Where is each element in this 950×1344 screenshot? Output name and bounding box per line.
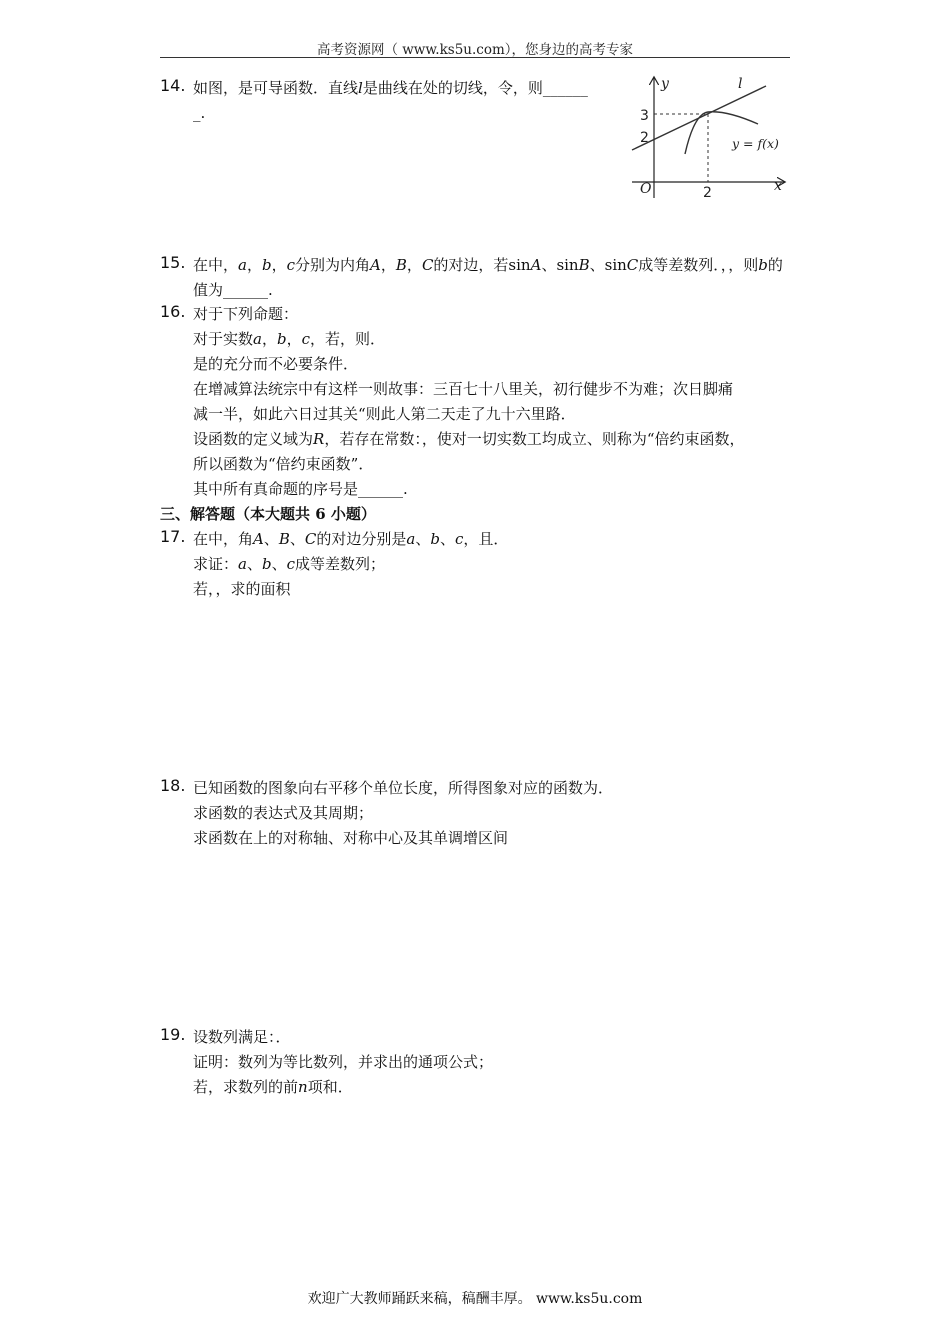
math-variable: A [370, 256, 381, 274]
text-run: ， [380, 256, 396, 274]
question-18-line-2 [193, 802, 373, 823]
text-run: 成等差数列； [295, 555, 386, 573]
q14-function-graph [628, 72, 790, 202]
question-15-number: 15. [160, 253, 186, 272]
question-16-line-3 [193, 353, 358, 374]
math-variable: b [430, 530, 440, 548]
origin-label: O [640, 181, 652, 197]
text-run: 是的充分而不必要条件． [193, 355, 359, 373]
math-variable: c [301, 330, 311, 348]
x-axis-label: x [774, 178, 782, 194]
question-16-line-6 [193, 428, 744, 449]
text-run: 在增减算法统宗中有这样一则故事：三百七十八里关，初行健步不为难；次日脚痛 [193, 380, 734, 398]
text-run: 、 [263, 530, 279, 548]
y-tick-2: 2 [640, 130, 649, 146]
question-18-line-1 [193, 777, 613, 798]
question-18-number: 18. [160, 776, 186, 795]
text-run: 若，求数列的前 [193, 1078, 299, 1096]
question-19-line-3 [193, 1076, 353, 1097]
text-run: 求证： [193, 555, 239, 573]
text-run: 求函数在上的对称轴、对称中心及其单调增区间 [193, 829, 509, 847]
text-run: 项和． [307, 1078, 353, 1096]
text-run: ， [406, 256, 422, 274]
question-15-line-1 [193, 254, 783, 275]
q14-text-a: 如图，是可导函数．直线 [193, 79, 359, 97]
text-run: 、 [289, 530, 305, 548]
math-variable: A [530, 256, 542, 274]
question-19-line-1 [193, 1026, 291, 1047]
question-14-line-2: _. [193, 104, 206, 122]
question-16-line-1 [193, 303, 298, 324]
math-variable: A [253, 530, 264, 548]
text-run: ，若，则． [310, 330, 386, 348]
text-run: 对于实数 [193, 330, 254, 348]
math-variable: c [286, 555, 296, 573]
question-16-line-8 [193, 478, 408, 499]
question-16-line-7 [193, 453, 373, 474]
text-run: 分别为内角 [295, 256, 371, 274]
curve-label: y = f(x) [732, 136, 779, 151]
math-variable: B [578, 256, 590, 274]
text-run: 、 [415, 530, 431, 548]
math-variable: a [238, 555, 247, 573]
text-run: 、 [440, 530, 456, 548]
text-run: 求函数的表达式及其周期； [193, 804, 374, 822]
question-17-number: 17. [160, 527, 186, 546]
math-variable: C [421, 256, 434, 274]
question-17-line-1 [193, 528, 508, 549]
math-variable: B [278, 530, 290, 548]
y-axis-label: y [661, 76, 669, 92]
line-label-l: l [738, 76, 743, 92]
text-run: ， [261, 330, 277, 348]
question-18-line-3 [193, 827, 508, 848]
text-run: 、sin [589, 256, 627, 274]
x-tick-2: 2 [703, 185, 712, 201]
question-17-line-3 [193, 578, 291, 599]
text-run: 在中，角 [193, 530, 254, 548]
text-run: ，若存在常数：，使对一切实数工均成立、则称为“倍约束函数， [324, 430, 745, 448]
question-19-line-2 [193, 1051, 493, 1072]
page-footer: 欢迎广大教师踊跃来稿，稿酬丰厚。 www.ks5u.com [307, 1291, 643, 1307]
text-run: 证明：数列为等比数列，并求出的通项公式； [193, 1053, 494, 1071]
text-run: 、 [271, 555, 287, 573]
math-variable: n [298, 1078, 308, 1096]
question-15-line-2: 值为______. [193, 281, 273, 299]
text-run: 成等差数列．，，则 [638, 256, 759, 274]
math-variable: a [406, 530, 416, 548]
question-17-line-2 [193, 553, 385, 574]
math-variable: R [313, 430, 325, 448]
math-variable: C [304, 530, 317, 548]
math-variable: c [286, 256, 296, 274]
math-variable: b [276, 330, 287, 348]
y-tick-3: 3 [640, 108, 649, 124]
text-run: 其中所有真命题的序号是______. [193, 480, 408, 498]
math-variable: B [395, 256, 407, 274]
math-variable: C [626, 256, 639, 274]
text-run: 设数列满足：． [193, 1028, 291, 1046]
text-run: 在中， [193, 256, 239, 274]
question-16-line-5 [193, 403, 576, 424]
text-run: 减一半，如此六日过其关“则此人第二天走了九十六里路． [193, 405, 576, 423]
text-run: 对于下列命题： [193, 305, 299, 323]
text-run: 的对边，若sin [433, 256, 531, 274]
q14-var-l: l [358, 79, 363, 97]
question-14-number: 14. [160, 76, 186, 95]
text-run: 所以函数为“倍约束函数”． [193, 455, 374, 473]
text-run: 、sin [541, 256, 579, 274]
text-run: 的 [767, 256, 783, 274]
header-rule [160, 57, 790, 58]
question-19-number: 19. [160, 1025, 186, 1044]
math-variable: b [261, 555, 272, 573]
text-run: 、 [246, 555, 262, 573]
text-run: ， [286, 330, 302, 348]
page-header: 高考资源网（ www.ks5u.com），您身边的高考专家 [316, 42, 634, 58]
math-variable: c [455, 530, 464, 548]
math-variable: b [261, 256, 272, 274]
question-16-line-4 [193, 378, 733, 399]
math-variable: b [758, 256, 768, 274]
text-run: 的对边分别是 [316, 530, 407, 548]
math-variable: a [238, 256, 247, 274]
text-run: ， [246, 256, 262, 274]
question-16-number: 16. [160, 302, 186, 321]
section-3-heading: 三、解答题（本大题共 6 小题） [160, 505, 376, 523]
text-run: ，且． [463, 530, 509, 548]
question-16-line-2 [193, 328, 385, 349]
question-14-line-1 [193, 77, 588, 98]
text-run: 设函数的定义域为 [193, 430, 314, 448]
text-run: 已知函数的图象向右平移个单位长度，所得图象对应的函数为． [193, 779, 614, 797]
text-run: 若，，求的面积 [193, 580, 291, 598]
text-run: ， [271, 256, 287, 274]
math-variable: a [253, 330, 262, 348]
q14-text-b: 是曲线在处的切线，令，则______ [362, 79, 588, 97]
